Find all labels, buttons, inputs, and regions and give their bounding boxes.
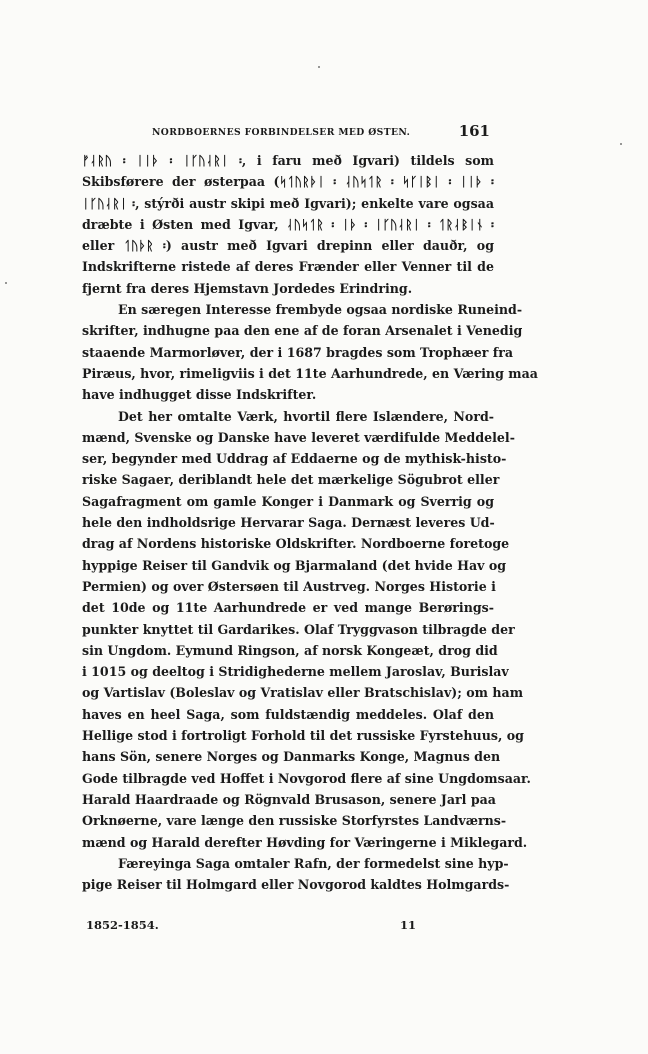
text-line: Skibsførere der østerpaa (ᛋᛐᚢᚱᚦᛁ ፡ ᛆᚢᛋᛐᚱ ፡ ᛋᚴᛁᛒᛁ ፡ ᛁᛁᚦ ፡: [82, 174, 494, 190]
text-line: i 1015 og deeltog i Stridighederne mellem Jaroslav, Burislav: [82, 664, 509, 680]
text-line: have indhugget disse Indskrifter.: [82, 387, 317, 403]
text-line: Piræus, hvor, rimeligviis i det 11te Aarhundrede, en Væring maa: [82, 365, 538, 381]
text-line: En særegen Interesse frembyde ogsaa nordiske Runeind-: [118, 302, 523, 318]
body-text: [82, 150, 538, 895]
signature-years: 1852-1854.: [86, 918, 159, 932]
text-line: Orknøerne, vare længe den russiske Storfyrstes Landværns-: [82, 813, 507, 829]
signature-mark: 11: [399, 918, 416, 932]
running-head: NORDBOERNES FORBINDELSER MED ØSTEN.: [152, 127, 411, 138]
text-line: Færeyinga Saga omtaler Rafn, der formedelst sine hyp-: [118, 855, 509, 871]
text-line: Indskrifterne ristede af deres Frænder eller Venner til de: [82, 259, 494, 275]
text-line: og Vartislav (Boleslav og Vratislav eller Bratschislav); om ham: [82, 685, 524, 701]
page-speck: [318, 66, 320, 68]
text-line: skrifter, indhugne paa den ene af de foran Arsenalet i Venedig: [82, 323, 523, 339]
text-line: fjernt fra deres Hjemstavn Jordedes Erindring.: [82, 280, 413, 296]
text-line: sin Ungdom. Eymund Ringson, af norsk Kongeæt, drog did: [82, 642, 498, 658]
text-line: det 10de og 11te Aarhundrede er ved mange Berørings-: [82, 600, 494, 616]
text-line: pige Reiser til Holmgard eller Novgorod kaldtes Holmgards-: [82, 877, 510, 893]
text-line: ᚠᛆᚱᚢ ፡ ᛁᛁᚦ ፡ ᛁᚴᚢᛆᚱᛁ ፡, i faru með Igvari) tildels som: [82, 153, 494, 168]
running-header: [82, 122, 490, 142]
text-line: Permien) og over Østersøen til Austrveg. Norges Historie i: [82, 578, 496, 594]
text-line: eller ᛐᚢᚦᚱ ፡) austr með Igvari drepinn eller dauðr, og: [82, 238, 494, 254]
text-line: ser, begynder med Uddrag af Eddaerne og de mythisk-histo-: [82, 451, 507, 467]
text-line: Gode tilbragde ved Hoffet i Novgorod flere af sine Ungdomsaar.: [82, 770, 531, 786]
text-line: Harald Haardraade og Rögnvald Brusason, senere Jarl paa: [82, 791, 496, 807]
text-line: mænd, Svenske og Danske have leveret værdifulde Meddelel-: [82, 429, 515, 445]
text-line: hyppige Reiser til Gandvik og Bjarmaland (det hvide Hav og: [82, 557, 507, 573]
text-line: hans Sön, senere Norges og Danmarks Konge, Magnus den: [82, 749, 501, 765]
text-line: hele den indholdsrige Hervarar Saga. Dernæst leveres Ud-: [82, 515, 495, 531]
text-line: punkter knyttet til Gardarikes. Olaf Tryggvason tilbragde der: [82, 621, 515, 637]
text-line: drag af Nordens historiske Oldskrifter. Nordboerne foretoge: [82, 536, 510, 552]
text-line: riske Sagaer, deriblandt hele det mærkelige Sögubrot eller: [82, 472, 500, 488]
page-speck: [5, 282, 7, 284]
signature-footer: [86, 918, 416, 938]
page-speck: [620, 143, 622, 145]
text-line: Det her omtalte Værk, hvortil flere Islændere, Nord-: [118, 408, 494, 424]
text-line: staaende Marmorløver, der i 1687 bragdes som Trophæer fra: [82, 344, 514, 360]
text-line: Hellige stod i fortroligt Forhold til det russiske Fyrstehuus, og: [82, 728, 524, 744]
text-line: Sagafragment om gamle Konger i Danmark og Sverrig og: [82, 493, 494, 509]
page-number: 161: [458, 122, 490, 140]
text-line: haves en heel Saga, som fuldstændig meddeles. Olaf den: [82, 706, 494, 722]
text-line: mænd og Harald derefter Høvding for Væringerne i Miklegard.: [82, 834, 528, 850]
text-line: ᛁᚴᚢᛆᚱᛁ ፡, stýrði austr skipi með Igvari); enkelte vare ogsaa: [82, 195, 494, 211]
text-line: dræbte i Østen med Igvar, ᛆᚢᛋᛐᚱ ፡ ᛁᚦ ፡ ᛁᚴᚢᛆᚱᛁ ፡ ᛐᚱᛆᛒᛁᚾ ፡: [82, 216, 494, 232]
